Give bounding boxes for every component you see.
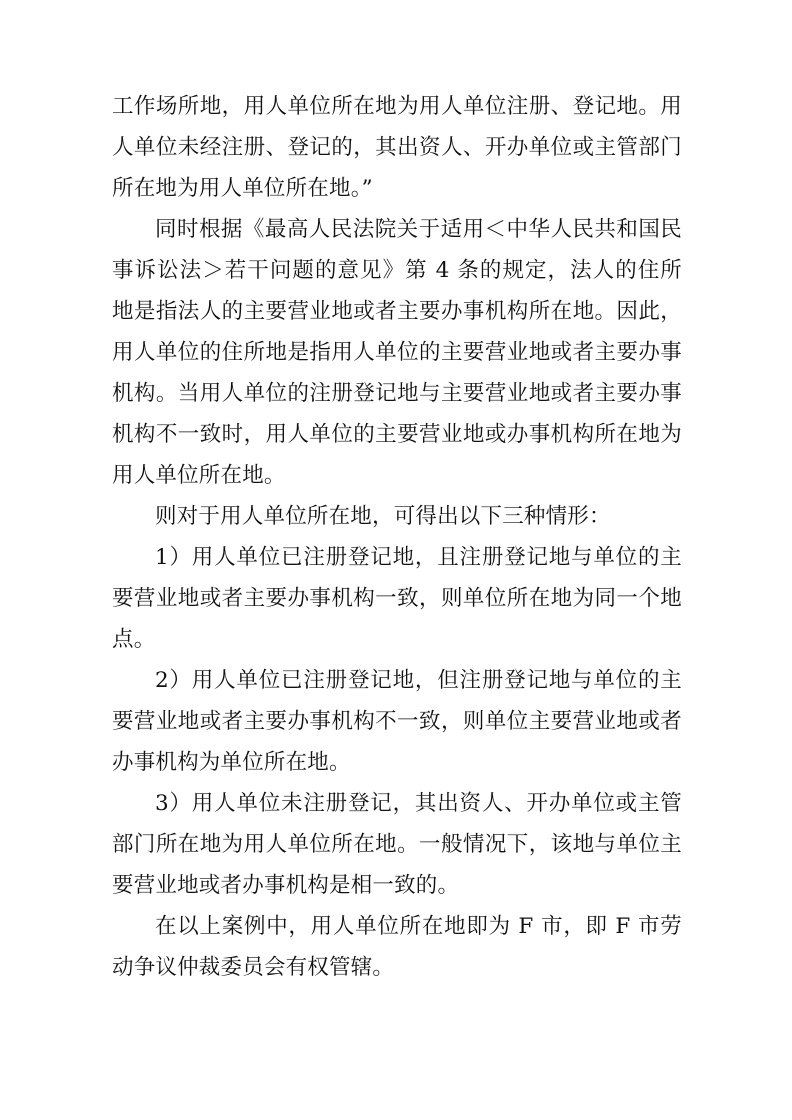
paragraph: 工作场所地，用人单位所在地为用人单位注册、登记地。用人单位未经注册、登记的，其出资人、开办单位或主管部门所在地为用人单位所在地。” — [112, 94, 682, 201]
document-text-body — [112, 86, 682, 988]
paragraph: 则对于用人单位所在地，可得出以下三种情形： — [155, 504, 611, 529]
paragraph: 3）用人单位未注册登记，其出资人、开办单位或主管部门所在地为用人单位所在地。一般情况下，该地与单位主要营业地或者办事机构是相一致的。 — [112, 791, 682, 898]
paragraph: 1）用人单位已注册登记地，且注册登记地与单位的主要营业地或者主要办事机构一致，则单位所在地为同一个地点。 — [112, 545, 682, 652]
paragraph: 在以上案例中，用人单位所在地即为 F 市，即 F 市劳动争议仲裁委员会有权管辖。 — [112, 914, 682, 980]
paragraph: 2）用人单位已注册登记地，但注册登记地与单位的主要营业地或者主要办事机构不一致，则单位主要营业地或者办事机构为单位所在地。 — [112, 668, 682, 775]
paragraph: 同时根据《最高人民法院关于适用＜中华人民共和国民事诉讼法＞若干问题的意见》第 4 条的规定，法人的住所地是指法人的主要营业地或者主要办事机构所在地。因此，用人单位的住所地是指用人单位的主要营业地或者主要办事机构。当用人单位的注册登记地与主要营业地或者主要办事机构不一致时，用人单位的主要营业地或办事机构所在地为用人单位所在地。 — [112, 217, 682, 488]
